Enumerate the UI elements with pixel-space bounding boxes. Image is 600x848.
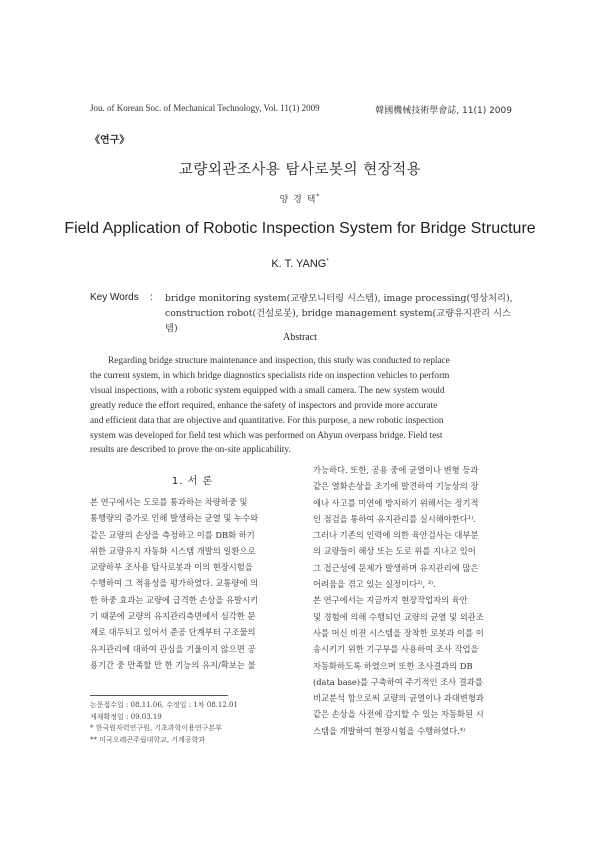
- body-line: 및 경험에 의해 수행되던 교량의 균열 및 외관조: [313, 611, 484, 622]
- korean-author-mark: *: [316, 193, 321, 200]
- body-line: 수행하여 그 적용성을 평가하였다. 교통량에 의: [90, 578, 259, 589]
- body-column-left: [90, 494, 295, 673]
- body-line: 인 점검을 통하여 유지관리를 실시해야한다¹⁾.: [313, 513, 476, 524]
- body-line: (data base)를 구축하여 주기적인 조사 결과를: [313, 676, 483, 687]
- body-line: 스템을 개발하여 현장시험을 수행하였다.⁴⁾: [313, 725, 466, 736]
- body-line: 같은 손상을 사전에 감지할 수 있는 자동화된 시: [313, 709, 484, 720]
- abstract-line: and efficient data that are objective and quantitative. For this purpose, a new robotic inspection: [90, 415, 444, 426]
- footnote-line: 게재확정일 : 09.03.19: [90, 712, 162, 721]
- abstract-heading: Abstract: [283, 332, 317, 343]
- journal-header-ko: 韓國機械技術學會誌, 11(1) 2009: [375, 106, 512, 116]
- footnote-line: 논문접수일 : 08.11.06, 수정일 : 1차 08.12.01: [90, 701, 238, 709]
- body-line: 유지관리에 대하여 관심을 기울이지 않으면 공: [90, 643, 256, 654]
- body-line: 의 교량들이 해상 또는 도로 위를 지나고 있어: [313, 546, 476, 557]
- keywords-label: Key Words: [90, 292, 139, 303]
- abstract-line: results are described to prove the on-site applicability.: [90, 445, 291, 456]
- footnotes: [90, 700, 310, 746]
- body-line: 통행량의 증가로 인해 발생하는 균열 및 누수와: [90, 513, 259, 524]
- keywords-colon: :: [150, 292, 153, 303]
- body-line: 기 때문에 교량의 유지관리측면에서 심각한 문: [90, 611, 256, 622]
- english-title: Field Application of Robotic Inspection System for Bridge Structure: [64, 220, 536, 237]
- abstract-line: system was developed for field test which was performed on Ahyun overpass bridge. Field test: [90, 430, 443, 441]
- footnote-line: ** 미국오레곤주립대학교, 기계공학과: [90, 735, 206, 744]
- body-line: 자동화하도록 하였으며 또한 조사결과의 DB: [313, 660, 473, 671]
- body-line: 용기간 중 만족할 만 한 기능의 유지/확보는 불: [90, 659, 256, 670]
- english-author: [0, 258, 600, 270]
- english-author-mark: *: [326, 258, 329, 265]
- body-line: 어려움을 겪고 있는 실정이다²⁾, ³⁾.: [313, 579, 436, 590]
- keywords-line: construction robot(건설로봇), bridge management system(교량유지관리 시스템): [165, 308, 511, 334]
- abstract-line: the current system, in which bridge diagnostics specialists ride on inspection vehicles to perform: [90, 370, 450, 381]
- body-column-right: [313, 462, 518, 739]
- footnote-divider: [90, 695, 228, 696]
- body-line: 비교분석 함으로써 교량의 균열이나 과대변형과: [313, 693, 484, 704]
- korean-author-name: 양 경 택: [279, 195, 317, 205]
- body-line: 그 접근성에 문제가 발생하며 유지관리에 많은: [313, 562, 479, 573]
- keywords-text: [165, 291, 515, 336]
- body-line: 위한 교량유지 자동화 시스템 개발의 일환으로: [90, 545, 256, 556]
- korean-title: 교량외관조사용 탐사로봇의 현장적용: [178, 162, 422, 178]
- body-line: 같은 교량의 손상을 측정하고 이를 DB화 하기: [90, 529, 255, 540]
- body-line: 그러나 기존의 인력에 의한 육안검사는 대부분: [313, 530, 479, 541]
- body-line: 애나 사고를 미연에 방지하기 위해서는 정기적: [313, 497, 479, 508]
- body-line: 교량하부 조사용 탐사로봇과 이의 현장시험을: [90, 562, 253, 573]
- footnote-line: * 한국원자력연구원, 기초과학이용연구본부: [90, 724, 222, 732]
- section-heading: 1. 서 론: [171, 476, 214, 487]
- body-line: 가능하다. 또한, 공용 중에 균열이나 변형 등과: [313, 465, 479, 475]
- body-line: 제로 대두되고 있어서 준공 단계부터 구조물의: [90, 627, 256, 638]
- body-line: 송시키기 위한 기구부를 사용하여 조사 작업을: [313, 644, 479, 655]
- journal-header-en: Jou. of Korean Soc. of Mechanical Technology, Vol. 11(1) 2009: [90, 103, 320, 113]
- abstract-line: greatly reduce the effort required, enhance the safety of inspectors and provide more accurate: [90, 400, 438, 411]
- abstract-body: [90, 354, 512, 458]
- section-tag: 《연구》: [90, 135, 130, 146]
- body-line: 한 하중 효과는 교량에 급격한 손상을 유발시키: [90, 594, 259, 605]
- body-line: 같은 열화손상을 조기에 발견하여 기능상의 장: [313, 481, 479, 492]
- body-line: 본 연구에서는 지금까지 현장작업자의 육안: [313, 595, 468, 606]
- korean-author: [0, 192, 600, 205]
- abstract-line: Regarding bridge structure maintenance and inspection, this study was conducted to replace: [108, 356, 450, 366]
- body-line: 본 연구에서는 도로를 통과하는 차량하중 및: [90, 497, 248, 507]
- english-author-name: K. T. YANG: [271, 258, 327, 270]
- body-line: 사를 머신 비젼 시스템을 장착한 로봇과 이를 이: [313, 627, 484, 638]
- abstract-line: visual inspections, with a robotic system equipped with a small camera. The new system would: [90, 385, 445, 396]
- keywords-line: bridge monitoring system(교량모니터링 시스템), image processing(영상처리),: [165, 293, 513, 304]
